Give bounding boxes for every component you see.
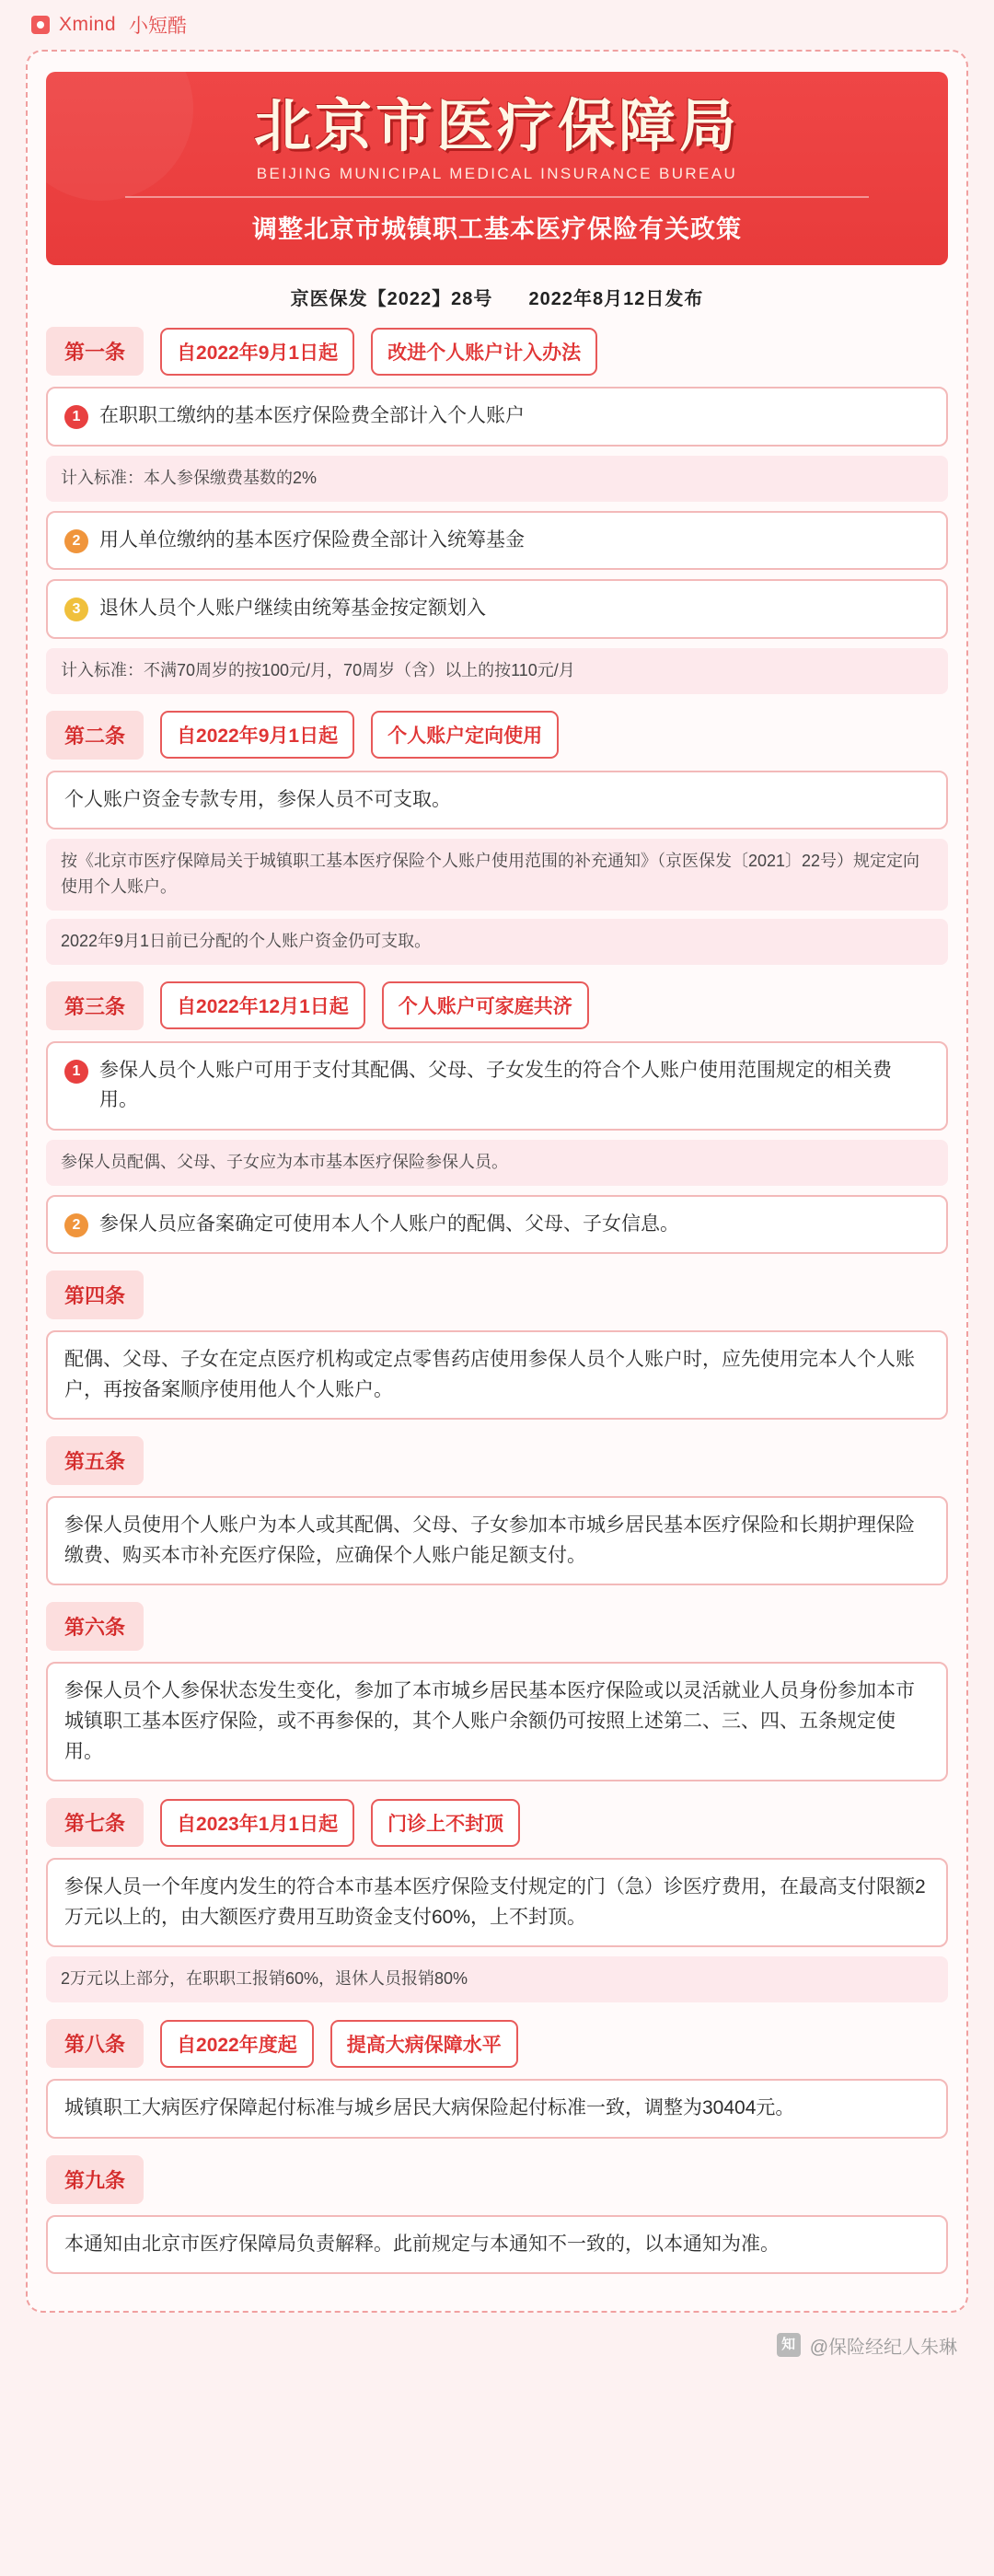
article-pill-date: 自2022年12月1日起 — [160, 981, 365, 1029]
content-box — [46, 511, 948, 571]
article-tag: 第八条 — [46, 2019, 144, 2068]
article-pill-date: 自2022年度起 — [160, 2020, 314, 2068]
banner-english-title: BEIJING MUNICIPAL MEDICAL INSURANCE BUREAU — [256, 165, 738, 183]
article-tag: 第六条 — [46, 1602, 144, 1651]
footer-watermark — [0, 2313, 994, 2377]
article-tag: 第五条 — [46, 1436, 144, 1485]
article-pill-topic: 个人账户定向使用 — [371, 711, 559, 759]
content-text: 退休人员个人账户继续由统筹基金按定额划入 — [99, 598, 486, 620]
article-tag: 第九条 — [46, 2155, 144, 2204]
article-tag: 第一条 — [46, 327, 144, 376]
content-text: 参保人员个人账户可用于支付其配偶、父母、子女发生的符合个人账户使用范围规定的相关费用。 — [99, 1059, 892, 1111]
article-tag: 第二条 — [46, 711, 144, 760]
content-box — [46, 771, 948, 830]
content-box — [46, 579, 948, 639]
article-pill-topic: 提高大病保障水平 — [330, 2020, 518, 2068]
poster-frame — [26, 50, 968, 2313]
note-text: 2022年9月1日前已分配的个人账户资金仍可支取。 — [46, 919, 948, 965]
list-number-icon: 3 — [64, 598, 88, 621]
article-pill-date: 自2023年1月1日起 — [160, 1799, 354, 1847]
content-text: 城镇职工大病医疗保障起付标准与城乡居民大病保险起付标准一致，调整为30404元。 — [64, 2097, 795, 2119]
banner-divider — [125, 196, 869, 198]
note-text: 计入标准：不满70周岁的按100元/月，70周岁（含）以上的按110元/月 — [46, 648, 948, 694]
content-text: 个人账户资金专款专用，参保人员不可支取。 — [64, 788, 451, 810]
content-box — [46, 2215, 948, 2275]
banner-subtitle: 调整北京市城镇职工基本医疗保险有关政策 — [252, 215, 742, 244]
article-header-5 — [46, 1436, 948, 1485]
content-text: 参保人员一个年度内发生的符合本市基本医疗保险支付规定的门（急）诊医疗费用，在最高支付限额2万元以上的，由大额医疗费用互助资金支付60%，上不封顶。 — [64, 1876, 926, 1928]
article-header-6 — [46, 1602, 948, 1651]
content-box — [46, 1662, 948, 1781]
document-number-line — [46, 284, 948, 310]
content-box — [46, 1195, 948, 1255]
article-header-7 — [46, 1798, 948, 1847]
content-box — [46, 1330, 948, 1420]
note-text: 按《北京市医疗保障局关于城镇职工基本医疗保险个人账户使用范围的补充通知》（京医保发〔2021〕22号）规定定向使用个人账户。 — [46, 839, 948, 911]
note-text: 参保人员配偶、父母、子女应为本市基本医疗保险参保人员。 — [46, 1140, 948, 1186]
xmind-watermark — [31, 11, 187, 39]
content-box — [46, 1496, 948, 1585]
content-text: 参保人员应备案确定可使用本人个人账户的配偶、父母、子女信息。 — [99, 1213, 679, 1235]
zhihu-icon: 知 — [777, 2333, 801, 2357]
article-pill-date: 自2022年9月1日起 — [160, 711, 354, 759]
content-text: 参保人员个人参保状态发生变化，参加了本市城乡居民基本医疗保险或以灵活就业人员身份参加本市城镇职工基本医疗保险，或不再参保的，其个人账户余额仍可按照上述第二、三、四、五条规定使用。 — [64, 1680, 915, 1762]
content-box — [46, 1041, 948, 1131]
content-text: 参保人员使用个人账户为本人或其配偶、父母、子女参加本市城乡居民基本医疗保险和长期护理保险缴费、购买本市补充医疗保险，应确保个人账户能足额支付。 — [64, 1514, 915, 1566]
document-date: 2022年8月12日发布 — [528, 289, 704, 310]
article-header-1 — [46, 327, 948, 376]
banner-title: 北京市医疗保障局 — [253, 92, 740, 159]
article-header-4 — [46, 1271, 948, 1319]
article-header-8 — [46, 2019, 948, 2068]
content-text: 用人单位缴纳的基本医疗保险费全部计入统筹基金 — [99, 528, 525, 551]
content-box — [46, 1858, 948, 1947]
article-pill-topic: 门诊上不封顶 — [371, 1799, 520, 1847]
article-header-9 — [46, 2155, 948, 2204]
list-number-icon: 2 — [64, 1213, 88, 1237]
header-banner — [46, 72, 948, 265]
xmind-logo-icon — [31, 16, 50, 34]
article-tag: 第三条 — [46, 981, 144, 1030]
article-tag: 第四条 — [46, 1271, 144, 1319]
author-label: @保险经纪人朱琳 — [809, 2337, 957, 2358]
list-number-icon: 2 — [64, 529, 88, 553]
topbar — [0, 0, 994, 50]
content-text: 配偶、父母、子女在定点医疗机构或定点零售药店使用参保人员个人账户时，应先使用完本人个人账户，再按备案顺序使用他人个人账户。 — [64, 1349, 915, 1400]
note-text: 2万元以上部分，在职职工报销60%，退休人员报销80% — [46, 1956, 948, 2002]
content-text: 在职职工缴纳的基本医疗保险费全部计入个人账户 — [99, 405, 525, 427]
document-number: 京医保发【2022】28号 — [290, 289, 493, 310]
content-box — [46, 2079, 948, 2139]
article-header-2 — [46, 711, 948, 760]
list-number-icon: 1 — [64, 405, 88, 429]
article-pill-topic: 个人账户可家庭共济 — [382, 981, 589, 1029]
content-text: 本通知由北京市医疗保障局负责解释。此前规定与本通知不一致的，以本通知为准。 — [64, 2233, 780, 2255]
article-header-3 — [46, 981, 948, 1030]
xmind-brand-label: Xmind — [59, 14, 117, 35]
article-tag: 第七条 — [46, 1798, 144, 1847]
note-text: 计入标准：本人参保缴费基数的2% — [46, 456, 948, 502]
xmind-sub-label: 小短酷 — [129, 16, 188, 37]
list-number-icon: 1 — [64, 1060, 88, 1084]
article-pill-date: 自2022年9月1日起 — [160, 328, 354, 376]
article-pill-topic: 改进个人账户计入办法 — [371, 328, 597, 376]
content-box — [46, 387, 948, 447]
